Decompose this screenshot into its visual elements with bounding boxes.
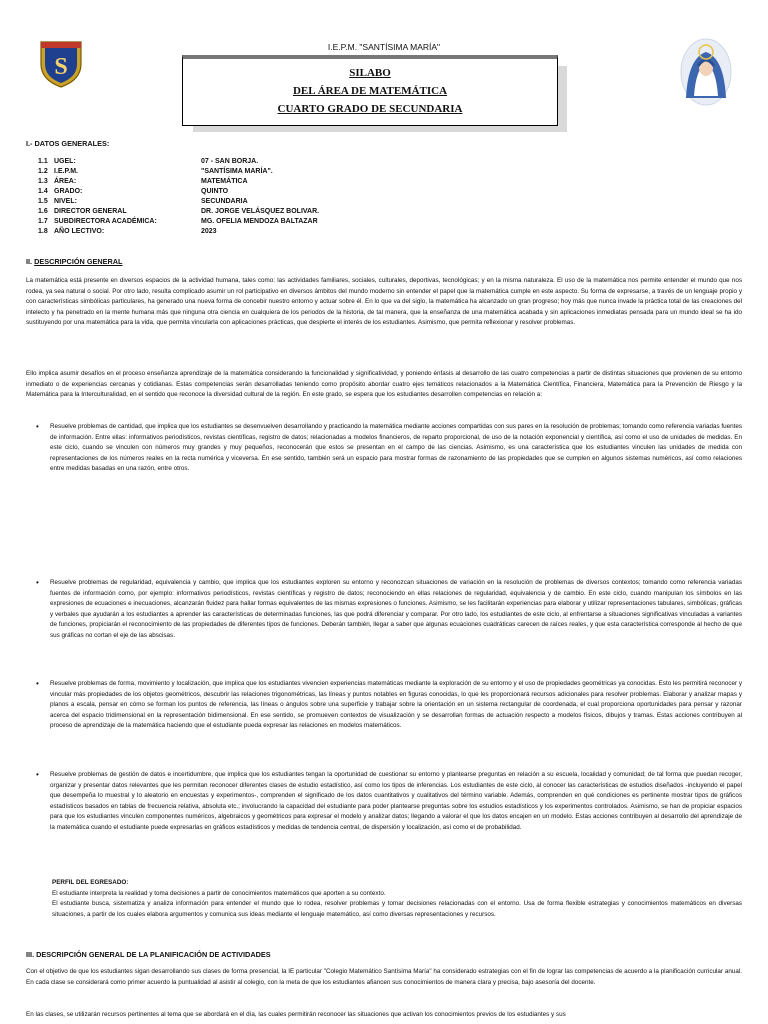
datos-row: [38, 167, 421, 177]
datos-row: [38, 217, 421, 227]
datos-row-num: 1.5: [38, 198, 48, 205]
datos-row-num: 1.1: [38, 158, 48, 165]
section-planificacion-heading: III. DESCRIPCIÓN GENERAL DE LA PLANIFICACIÓN DE ACTIVIDADES: [26, 950, 271, 959]
datos-row: [38, 197, 421, 207]
datos-row-num: 1.7: [38, 218, 48, 225]
datos-row-value: DR. JORGE VELÁSQUEZ BOLIVAR.: [201, 208, 320, 215]
datos-row-label: SUBDIRECTORA ACADÉMICA:: [54, 218, 157, 225]
competencia-regularidad: [26, 578, 742, 642]
section-descripcion-general-heading: [26, 257, 123, 266]
datos-row-value: QUINTO: [201, 188, 229, 195]
datos-row: [38, 187, 421, 197]
competencia-forma: [26, 679, 742, 732]
competencia-gestion-datos: [26, 770, 742, 834]
section-descripcion-title: DESCRIPCIÓN GENERAL: [34, 257, 123, 266]
datos-row-value: MATEMÁTICA: [201, 178, 248, 185]
planificacion-paragraph-2: En las clases, se utilizarán recursos pertinentes al tema que se abordará en el día, las cuales permitirán reconocer las situaciones que activan los conocimientos previos de los estudiantes y sus: [26, 1011, 566, 1018]
datos-row-num: 1.4: [38, 188, 48, 195]
datos-row-num: 1.2: [38, 168, 48, 175]
datos-row-num: 1.3: [38, 178, 48, 185]
datos-row-label: GRADO:: [54, 188, 83, 195]
perfil-line-1: El estudiante interpreta la realidad y toma decisiones a partir de conocimientos matemáticos que aporten a su contexto.: [52, 889, 386, 897]
perfil-title: PERFIL DEL EGRESADO:: [52, 879, 129, 886]
datos-row-num: 1.6: [38, 208, 48, 215]
planificacion-paragraph-1: Con el objetivo de que los estudiantes sigan desarrollando sus clases de forma presencial, la IE particular "Colegio Matemático Santísima María" ha considerado estrategias con el fin de lograr las competencias de acuerdo a la planificación curricular anual. En cada clase se considerará como primer acuerdo la puntualidad al asistir al colegio, con la meta de que los estudiantes afiancen sus conocimientos de manera clara y precisa, bajo asesoría del docente.: [26, 968, 742, 986]
datos-row-value: MG. OFELIA MENDOZA BALTAZAR: [201, 218, 318, 225]
datos-row: [38, 177, 421, 187]
title-line-1: SILABO: [349, 67, 391, 79]
datos-generales-list: [38, 157, 421, 237]
title-line-2: DEL ÁREA DE MATEMÁTICA: [292, 85, 448, 97]
datos-row: [38, 157, 421, 167]
section-descripcion-prefix: II.: [26, 257, 35, 266]
datos-row-value: 2023: [201, 228, 217, 235]
datos-row-value: 07 - SAN BORJA.: [201, 158, 259, 165]
datos-row: [38, 207, 421, 217]
descripcion-paragraph-1: La matemática está presente en diversos espacios de la actividad humana, tales como: las actividades familiares, sociales, culturales, deportivas, tecnológicas; y en la misma naturaleza. El uso de la matemática nos permite entender el mundo que nos rodea, ya sea natural o social. Por otro lado, resulta complicado asumir un rol participativo en diversos ámbitos del mundo moderno sin entender el papel que la matemática cumple en este aspecto. Su forma de expresarse, a través de un lenguaje propio y con características simbólicas particulares, ha generado una nueva forma de concebir nuestro entorno y actuar sobre él. En lo que va del siglo, la matemática ha alcanzado un gran progreso; hoy más que nunca invade la práctica total de las creaciones del intelecto y ha penetrado en la mente humana más que ninguna otra ciencia en cualquiera de los periodos de la historia, de tal manera, que la enseñanza de una matemática acabada y sin aplicaciones inmediatas pensada para un mundo ideal se ha ido sustituyendo por una matemática para la vida, que permita vincularla con aplicaciones prácticas, que despierte el interés de los estudiantes. Asimismo, que permita reflexionar y resolver problemas.: [26, 277, 742, 327]
bullet-item: • Resuelve problemas de gestión de datos e incertidumbre, que implica que los estudiantes tengan la oportunidad de cuestionar su entorno y plantearse preguntas en relación a su escuela, localidad y comunidad; de tal forma que puedan recoger, organizar y presentar datos relevantes que les permitan reconocer diferentes clases de estudio estadístico, así como los tipos de inferencias. Los estudiantes de este ciclo, al conocer las características de estudios diseñados -incluyendo el papel que desempeña lo muestral y lo aleatorio en encuestas y experimentos-, comprenden el significado de los datos cuantitativos y cualitativos del término variable. Además, comprenden en qué condiciones es pertinente mostrar tipos de gráficos estadísticos basados en tablas de frecuencia relativa, absoluta etc.; involucrando la capacidad del estudiante para poder plantearse preguntas sobre los estudios estadísticos y los experimentos controlados. Asimismo, se han de propiciar espacios para que los estudiantes vinculen componentes numéricos, algebraicos y geométricos para expresar el modelo y analizar datos; llegando a valorar el que los datos encajen en un modelo. Estas acciones contribuyen al desarrollo del aprendizaje de la matemática cuando el estudiante puede expresarlas en gráficos estadísticos y medidas de tendencia central, de dispersión y localización, así como el de probabilidad.: [26, 770, 742, 834]
title-line-3: CUARTO GRADO DE SECUNDARIA: [277, 103, 463, 115]
datos-row-label: AÑO LECTIVO:: [54, 228, 105, 235]
section-datos-generales-heading: I.- DATOS GENERALES:: [26, 139, 110, 148]
datos-row-value: "SANTÍSIMA MARÍA".: [201, 168, 273, 175]
bullet-item: • Resuelve problemas de forma, movimiento y localización, que implica que los estudiantes vivencien experiencias matemáticas mediante la exploración de su entorno y el uso de propiedades geométricas ya conocidas. Esto les permitirá reconocer y vincular más propiedades de los objetos geométricos, descubrir las relaciones trigonométricas, las líneas y puntos notables en figuras conocidas, lo que les proporcionará recursos adicionales para resolver problemas. Elaborar y analizar mapas y planos a escala, pensar en cómo se forman los puntos de referencia, las líneas o ángulos sobre una superficie y trabajar sobre la orientación en un sistema rectangular de coordenada, el cual proporciona oportunidades para pensar y razonar acerca del espacio tridimensional en la representación bidimensional. En ese sentido, se promueven contextos de visualización y se desarrollan formas de actuación respecto a modelos físicos, dibujos y tramas. Estas acciones contribuyen al proceso de aprendizaje de la matemática haciendo que el estudiante pueda expresar las relaciones en modelos matemáticos.: [26, 679, 742, 732]
descripcion-paragraph-2: Ello implica asumir desafíos en el proceso enseñanza aprendizaje de la matemática considerando la funcionalidad y significatividad, y poniendo énfasis al desarrollo de las cuatro competencias a partir de distintas situaciones que provienen de su entorno inmediato o de experiencias cercanas y cotidianas. Estas competencias serán desarrolladas teniendo como propósito abordar cuatro ejes temáticos relacionados a la Matemática Científica, Financiera, Matemática para la Prevención de Riesgo y la Matemática para la Interculturalidad, en el sentido que reconoce la diversidad cultural de la región. En este grado, se espera que los estudiantes desarrollen competencias en relación a:: [26, 370, 742, 399]
competencia-cantidad: [26, 422, 742, 475]
datos-row-label: I.E.P.M.: [54, 168, 78, 175]
datos-row: [38, 227, 421, 237]
perfil-line-2: El estudiante busca, sistematiza y analiza información para entender el mundo que lo rodea, resolver problemas y tomar decisiones relacionadas con el entorno. Usa de forma flexible estrategias y conocimientos matemáticos en diversas situaciones, a partir de los cuales elabora argumentos y comunica sus ideas mediante el lenguaje matemático, así como diversas representaciones y recursos.: [52, 900, 742, 918]
datos-row-label: ÁREA:: [54, 178, 77, 185]
datos-row-label: UGEL:: [54, 158, 76, 165]
perfil-egresado: [52, 878, 742, 920]
datos-row-label: DIRECTOR GENERAL: [54, 208, 127, 215]
title-box: [182, 55, 558, 126]
school-name: I.E.P.M. "SANTÍSIMA MARÍA": [327, 42, 441, 52]
bullet-item: • Resuelve problemas de cantidad, que implica que los estudiantes se desenvuelven desarrollando y practicando la matemática mediante acciones compartidas con sus pares en la resolución de problemas; tomando como referencia variadas fuentes de información. Entre ellas: informativos periodísticos, revistas científicas, registro de datos; relacionadas a modelos financieros, de reparto proporcional, de uso de la notación exponencial y científica, así como el uso de unidades de medidas. En este ciclo, cuando se vinculen con números muy grandes y muy pequeños, reconocerán que estos se presentan en el campo de las ciencias. Asimismo, es una característica que los estudiantes vinculen las unidades de medida con representaciones de los números reales en la recta numérica y viceversa. En ese sentido, también será un espacio para mostrar formas de razonamiento de las propiedades que se cumplen en algunos sistemas numéricos, así como relaciones entre medidas basadas en una razón, entre otros.: [26, 422, 742, 475]
bullet-item: • Resuelve problemas de regularidad, equivalencia y cambio, que implica que los estudiantes exploren su entorno y reconozcan situaciones de variación en la resolución de problemas de diversos contextos; tomando como referencia variadas fuentes de información como, por ejemplo: informativos periodísticos, revistas científicas y registro de datos; reconociendo en ellas relaciones de regularidad, equivalencia y de cambio. En este ciclo, cuando manipulan los símbolos en las expresiones de ecuaciones e inecuaciones, alcanzarán fluidez para hallar formas equivalentes de las mismas expresiones o funciones. Asimismo, se les facilitarán experiencias para elaborar y utilizar representaciones tabulares, simbólicas, gráficas y verbales que ayudarán a los estudiantes a aprender las características de determinadas funciones, las que podrá diferenciar y comparar. Por otro lado, los estudiantes de este ciclo, al enfrentarse a situaciones significativas vinculadas a variantes de funciones, propiciarán el reconocimiento de las propiedades de diferentes tipos de funciones. Deberán también, llegar a saber que algunas ecuaciones cuadráticas carecen de raíces reales, y que esta característica corresponde al hecho de que sus gráficas no cortan el eje de las abscisas.: [26, 578, 742, 642]
datos-row-label: NIVEL:: [54, 198, 77, 205]
datos-row-value: SECUNDARIA: [201, 198, 248, 205]
datos-row-num: 1.8: [38, 228, 48, 235]
crest-letter: S: [54, 54, 68, 80]
